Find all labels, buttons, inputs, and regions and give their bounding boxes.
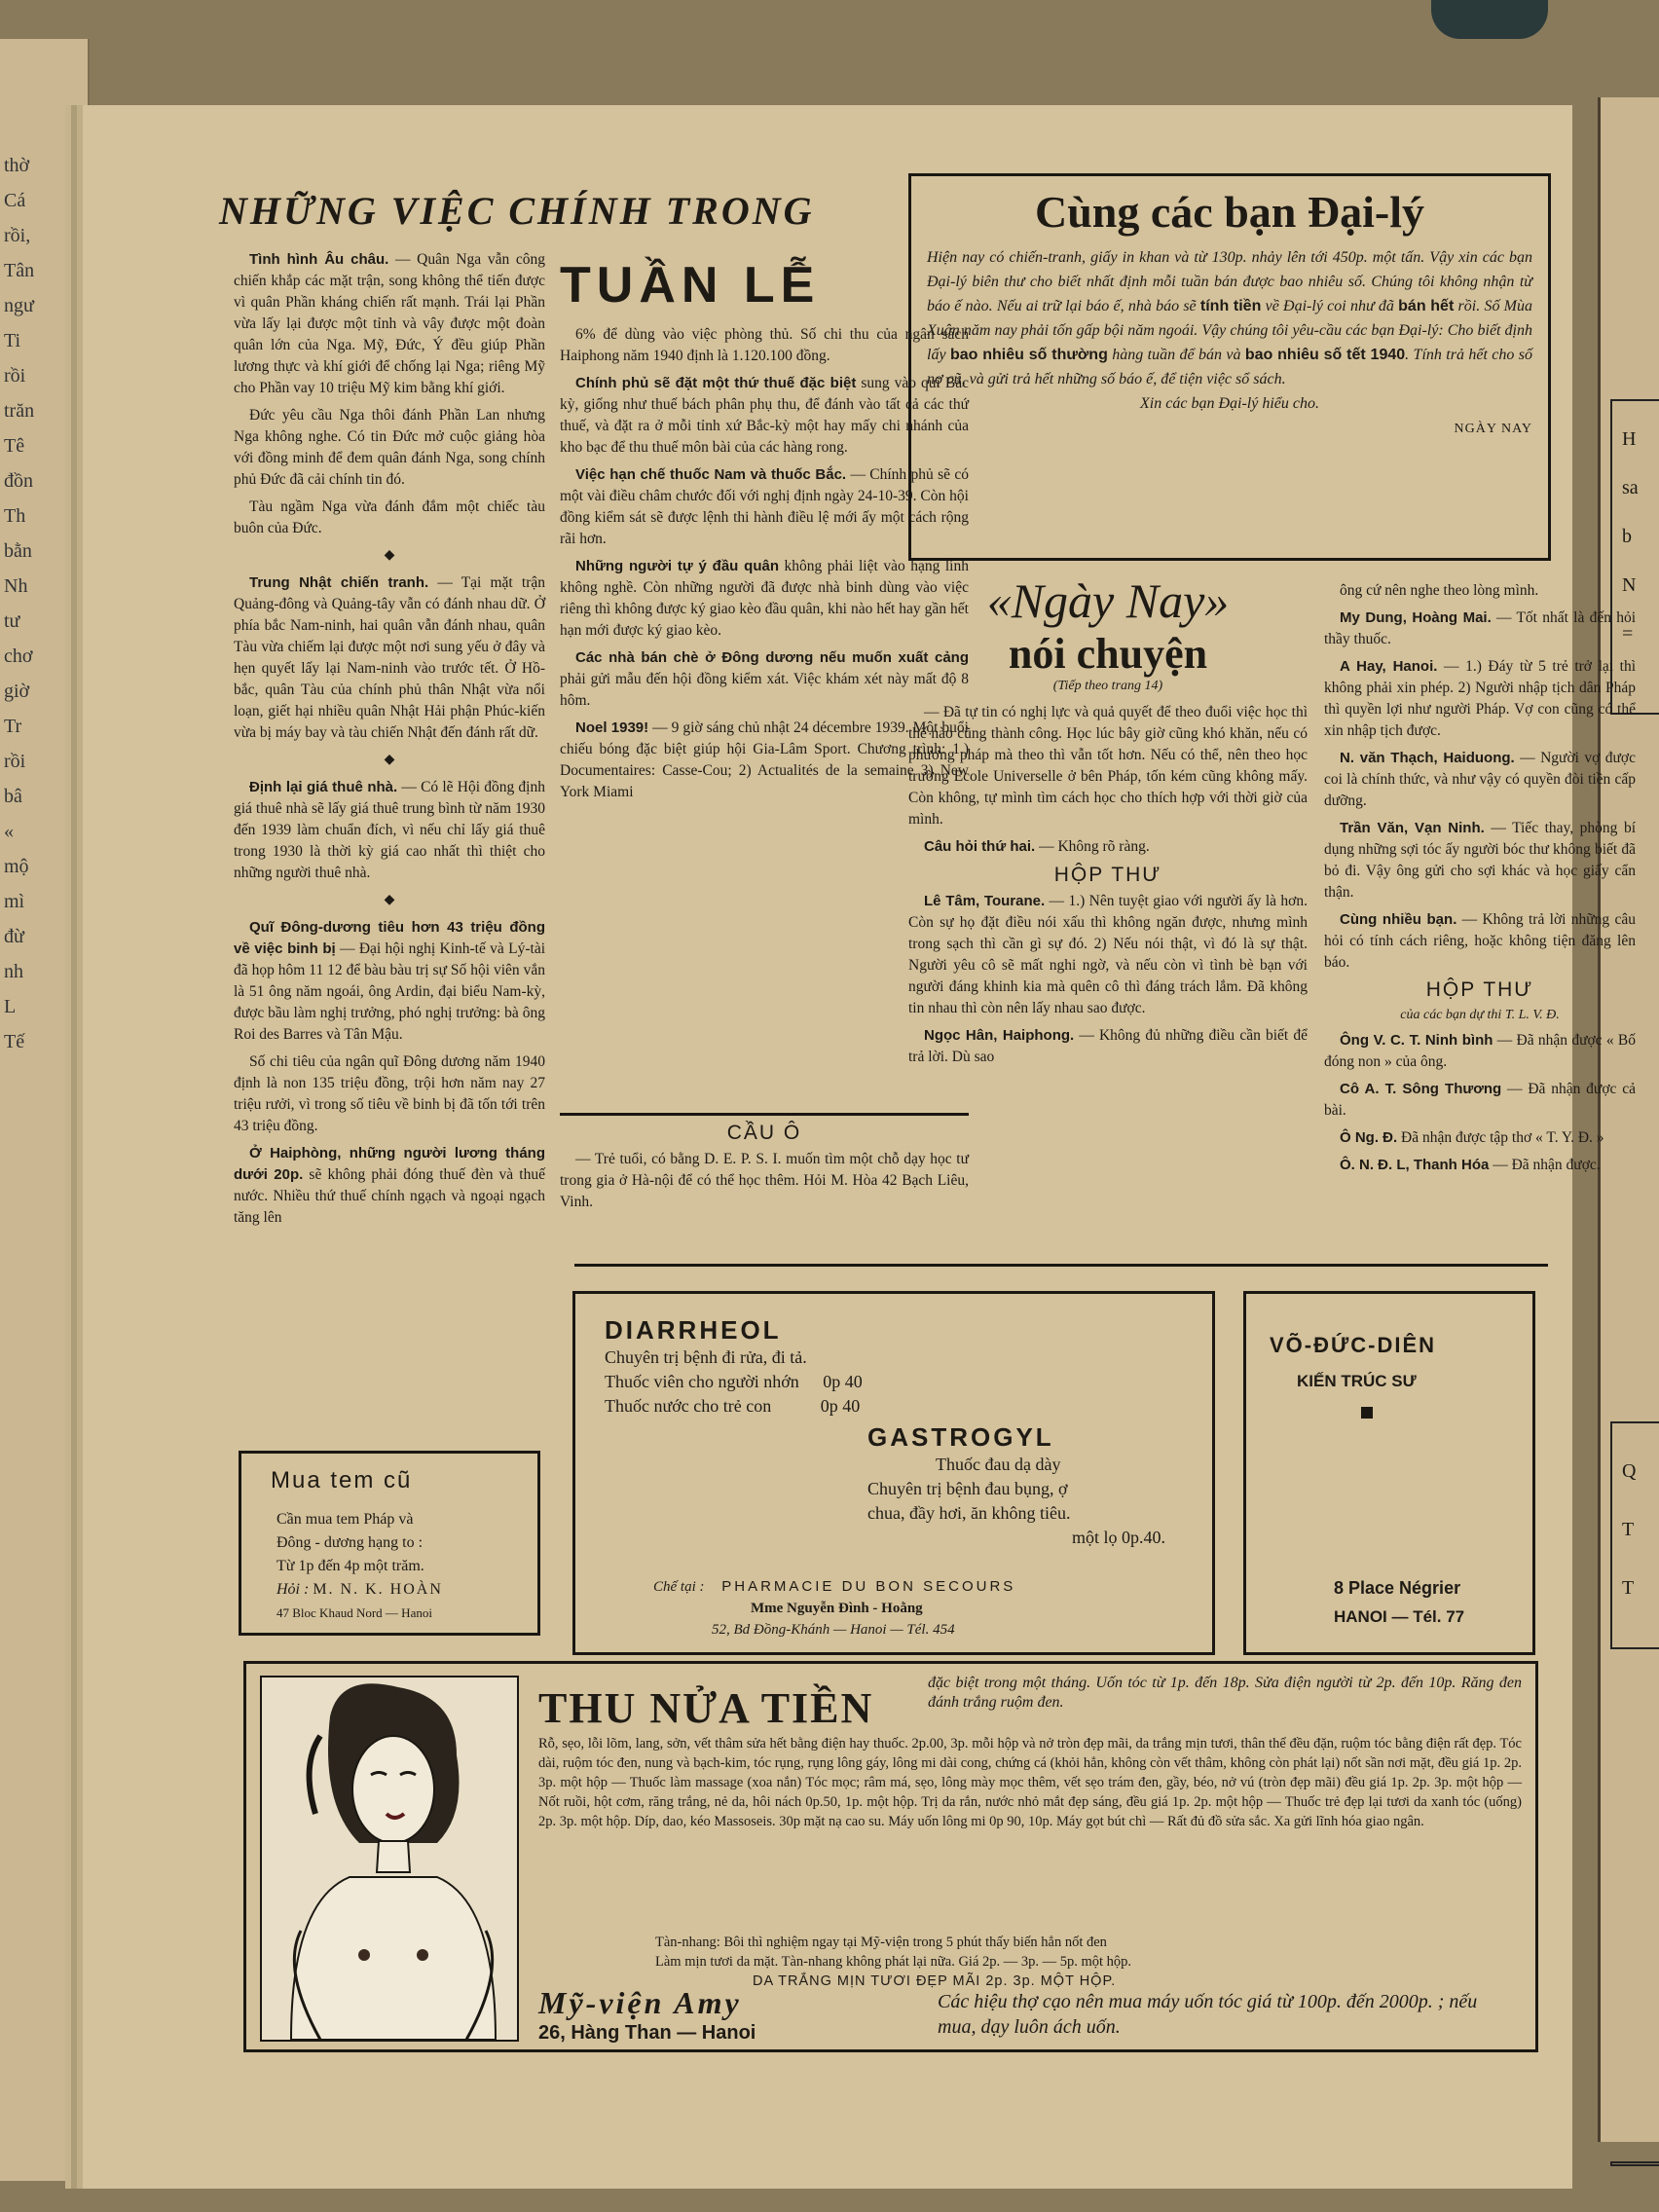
article-paragraph [1324, 656, 1636, 742]
article-lead: Câu hỏi thứ hai. [924, 838, 1036, 855]
diarrheol-line: Chuyên trị bệnh đi rửa, đi tả. [605, 1347, 807, 1367]
architect-ad [1243, 1291, 1535, 1655]
cau-o-section [560, 1113, 969, 1219]
left-page-fragment: bâ [4, 786, 22, 807]
left-page-fragment: tư [4, 610, 20, 632]
agents-notice-box [908, 173, 1551, 561]
left-page-fragment: giờ [4, 681, 30, 702]
architect-title: KIẾN TRÚC SƯ [1297, 1372, 1417, 1390]
article-paragraph [560, 324, 969, 367]
stamp-ad-ask-label: Hỏi : [276, 1581, 310, 1598]
amy-body-extra [655, 1933, 1493, 1991]
left-page-fragment: mì [4, 891, 25, 912]
article-text: — Quân Nga vẫn công chiến khắp các mặt trận, song không thể tiến được vì quân Phần kháng chiến rất mạnh. Trái lại Phần vừa lấy lại được một tỉnh và vây được một đoàn quân lớn của Nga. Mỹ, Đức, Ý đều giúp Phần lương thực và khí giới để chống lại Nga; riêng Mỹ cho Phần vay 10 triệu Mỹ kim bằng khí giới. [234, 251, 545, 396]
diamond-separator-icon: ◆ [384, 893, 395, 907]
amy-brand: Mỹ-viện Amy [538, 1985, 742, 2020]
stamp-ad-title: Mua tem cũ [271, 1467, 413, 1493]
news-column-2 [560, 324, 969, 809]
article-text: — Tốt nhất là đến hỏi thầy thuốc. [1324, 609, 1636, 647]
maker-address: 52, Bd Đồng-Khánh — Hanoi — Tél. 454 [712, 1622, 955, 1638]
article-paragraph [234, 249, 545, 399]
article-paragraph [908, 836, 1308, 858]
article-paragraph [560, 556, 969, 642]
article-lead: Ô Ng. Đ. [1340, 1129, 1398, 1146]
amy-address: 26, Hàng Than — Hanoi [538, 2022, 756, 2044]
article-text: phải gửi mẫu đến hội đồng kiểm xát. Việc khám xét này mất độ 8 hôm. [560, 671, 969, 709]
left-page-fragment: Nh [4, 575, 28, 597]
cau-o-title: CẦU Ô [726, 1122, 802, 1144]
article-text: — Tại mặt trận Quảng-đông và Quảng-tây vẫn có đánh nhau dữ. Ở phía bắc Nam-ninh, hai quân vẫn đánh nhau, quân Tàu vừa chiếm lại được một nơi sung yếu ở đây và hẹn quyết lấy lại Nam-ninh vào trước tết. Ở Hồ-bắc, quân Tàu của chính phủ thân Nhật vừa nổi loạn, giết hại nhiều quân Nhật Hải phận Phúc-kiến vừa bị máy bay và tàu chiến Nhật đến đánh rất dữ. [234, 574, 545, 741]
article-lead: Noel 1939! [575, 719, 649, 736]
diarrheol-price: 0p 40 [820, 1396, 861, 1416]
article-text: — Chính phủ sẽ có một vài điều châm chước đối với nghị định ngày 24-10-39. Còn hội đồng kiểm sát sẽ được lệnh thi hành điều lệ mới ấy một cách rộng rãi hơn. [560, 466, 969, 547]
article-text: — Tiếc thay, phòng bí dụng những sợi tóc ấy người bóc thư không biết đã bỏ đi. Vậy ông gửi cho sợi khác và học giấy cẩn thận. [1324, 820, 1636, 901]
stamp-ad-body [276, 1508, 443, 1625]
ngaynay-text-2 [1324, 580, 1636, 974]
left-page-fragment: L [4, 996, 17, 1017]
article-text: — Không trả lời những câu hỏi có tính cách riêng, hoặc không tiện đăng lên báo. [1324, 911, 1636, 971]
hopthu2-title: HỘP THƯ [1425, 978, 1534, 1001]
ngaynay-cont-note: (Tiếp theo trang 14) [1052, 679, 1163, 693]
notice-text: Hiện nay có chiến-tranh, giấy in khan và từ 130p. nhảy lên tới 450p. một tấn. Vậy xin các bạn Đại-lý biên thư cho biết nhất định mỗi tuần bán được bao nhiêu số. Chúng tôi không nhận từ báo ế nào. Nếu ai trữ lại báo ế, nhà báo sẽ [927, 249, 1532, 314]
article-paragraph [560, 464, 969, 550]
article-text: — 1.) Nên tuyệt giao với người ấy là hơn. Còn sự họ đặt điều nói xấu thì không ngăn được, nhưng mình trong sạch thì cần gì sự đó. 2) Nếu nói thật, vì đó là sự thật. Người yêu cô sẽ mất nghi ngờ, và nếu còn vì tình bè bạn với người đáng khinh kia mà quên cô thì đáng trách lắm. Đã không tin nhau thì còn nên lấy nhau sao được. [908, 893, 1308, 1016]
left-page-fragment: Th [4, 505, 26, 527]
right-page-fragment: H [1622, 428, 1637, 450]
stamp-ad-name: M. N. K. HOÀN [313, 1581, 443, 1598]
article-paragraph [1324, 748, 1636, 812]
left-page-fragment: Ti [4, 330, 21, 351]
notice-emphasis: bao nhiêu số thường [949, 347, 1108, 363]
left-page-fragment: mộ [4, 856, 29, 877]
right-page-fragment: sa [1622, 477, 1639, 498]
article-text: — 1.) Đáy từ 5 trẻ trở lại thì không phải xin phép. 2) Người nhập tịch dân Pháp thì quyền lợi như người Pháp. Vợ con cũng có thể xin nhập tịch được. [1324, 658, 1636, 739]
gastrogyl-price: một lọ 0p.40. [1072, 1528, 1166, 1547]
pharmacy-maker [653, 1576, 1015, 1641]
article-paragraph [234, 777, 545, 884]
notice-emphasis: bao nhiêu số tết 1940 [1244, 347, 1406, 363]
article-lead: Việc hạn chế thuốc Nam và thuốc Bắc. [575, 466, 847, 483]
article-lead: Lê Tâm, Tourane. [924, 893, 1046, 909]
amy-top-text: đặc biệt trong một tháng. Uốn tóc từ 1p. đến 18p. Sửa điện người từ 2p. đến 10p. Răng đen đánh trắng ruộm đen. [928, 1675, 1522, 1711]
notice-closing: Xin các bạn Đại-lý hiểu cho. [1140, 395, 1319, 412]
article-lead: Trung Nhật chiến tranh. [249, 574, 429, 591]
article-text: — Người vợ được coi là chính thức, và như vậy có quyền đòi tiền cấp dưỡng. [1324, 750, 1636, 809]
diarrheol-line: Thuốc viên cho người nhớn [605, 1372, 799, 1391]
article-paragraph [234, 1143, 545, 1229]
article-lead: Cùng nhiều bạn. [1340, 911, 1457, 928]
left-page-edge [0, 39, 90, 2181]
pharmacy-ad-content [605, 1315, 863, 1419]
article-text: 6% để dùng vào việc phòng thủ. Số chi thu của ngân sách Haiphong năm 1940 định là 1.120.100 đồng. [560, 326, 969, 364]
left-page-fragment: rồi, [4, 225, 31, 246]
article-lead: Ở Haiphòng, những người lương tháng dưới 20p. [234, 1145, 545, 1183]
amy-line: Làm mịn tươi da mặt. Tàn-nhang không phát lại nữa. Giá 2p. — 3p. — 5p. một hộp. [655, 1954, 1132, 1970]
article-text: — Đã nhận được « Bố đóng non » của ông. [1324, 1032, 1636, 1070]
right-page-fragment: T [1622, 1519, 1635, 1540]
article-text: Tàu ngầm Nga vừa đánh đắm một chiếc tàu buôn của Đức. [234, 498, 545, 536]
notice-text: hàng tuần để bán và [1107, 347, 1245, 363]
gastrogyl-line: chua, đầy hơi, ăn không tiêu. [867, 1503, 1071, 1523]
article-lead: Các nhà bán chè ở Đông dương nếu muốn xuất cảng [575, 649, 969, 666]
diarrheol-line: Thuốc nước cho trẻ con [605, 1396, 772, 1416]
right-page-fragment: Q [1622, 1460, 1637, 1482]
amy-line: DA TRẮNG MỊN TƯƠI ĐẸP MÃI 2p. 3p. MỘT HỘP. [753, 1973, 1117, 1989]
architect-address: 8 Place Négrier [1334, 1578, 1461, 1598]
article-paragraph [908, 1025, 1308, 1068]
article-text: Số chi tiêu của ngân quĩ Đông dương năm 1940 định là non 135 triệu đồng, trội hơn năm nay 27 triệu rưởi, vì trong số tiêu về binh bị đã tốn tới trên 43 triệu đồng. [234, 1053, 545, 1134]
notice-text: về Đại-lý coi như đã [1261, 298, 1399, 314]
architect-city-tel: HANOI — Tél. 77 [1334, 1607, 1465, 1626]
diarrheol-price: 0p 40 [823, 1372, 863, 1391]
amy-headline: THU NỬA TIỀN [538, 1684, 874, 1732]
left-page-fragment: Tế [4, 1031, 25, 1052]
left-page-fragment: đừ [4, 926, 24, 947]
article-paragraph [1324, 1127, 1636, 1149]
amy-promo: Các hiệu thợ cạo nên mua máy uốn tóc giá từ 100p. đến 2000p. ; nếu mua, dạy luôn ách uốn. [938, 1991, 1478, 2038]
left-page-fragment: rồi [4, 751, 26, 772]
article-paragraph [234, 572, 545, 744]
left-page-fragment: Cá [4, 190, 26, 211]
pharmacy-ad [572, 1291, 1215, 1655]
article-lead: N. văn Thạch, Haiduong. [1340, 750, 1515, 766]
maker-owner: Mme Nguyễn Đình - Hoằng [751, 1601, 923, 1616]
hopthu-title: HỘP THƯ [1053, 864, 1162, 886]
article-paragraph [234, 497, 545, 539]
ads-divider [574, 1264, 1548, 1267]
ngaynay-text [908, 702, 1308, 858]
article-lead: Ô. N. Đ. L, Thanh Hóa [1340, 1157, 1490, 1173]
stamp-ad-line: Cần mua tem Pháp và [276, 1511, 414, 1528]
article-paragraph [1324, 1155, 1636, 1176]
article-paragraph [1324, 909, 1636, 974]
notice-text: rồi. Số Mùa Xuân năm nay phải tốn gấp bội năm ngoái. Vậy chúng tôi yêu-cầu các bạn Đại-lý: Cho biết định lấy [927, 298, 1533, 363]
article-paragraph [560, 373, 969, 459]
article-text: sẽ không phải đóng thuế đèn và thuế nước. Nhiều thứ thuế chính ngạch và ngoại ngạch tăng lên [234, 1166, 545, 1226]
stamp-ad-address: 47 Bloc Khaud Nord — Hanoi [276, 1605, 432, 1620]
left-page-fragment: đồn [4, 470, 33, 492]
notice-emphasis: bán hết [1398, 298, 1455, 314]
article-text: không phải liệt vào hạng lính không nghề. Còn những người đã được nhà binh dùng vào việc riêng thì không được ký giao kèo đầu quân, khi nào hết hay gần hết hạn mới được ký giao kèo. [560, 558, 969, 639]
article-paragraph [1324, 608, 1636, 650]
right-page-fragment: T [1622, 1577, 1635, 1599]
left-page-fragment: Tê [4, 435, 25, 457]
article-paragraph [1324, 1079, 1636, 1122]
article-text: sung vào quĩ Bắc kỳ, giống như thuế bách phân phụ thu, để đánh vào tất cả các thứ thuế, và đặt ra ở mỗi tỉnh xứ Bắc-kỳ một hay mấy chi nhánh của kho bạc để thu thuế môn bài của các hàng rong. [560, 375, 969, 456]
left-page-fragment: nh [4, 961, 23, 982]
article-lead: Cô A. T. Sông Thương [1340, 1081, 1502, 1097]
masthead [219, 188, 969, 234]
article-text: — Đã nhận được cả bài. [1324, 1081, 1636, 1119]
article-lead: Chính phủ sẽ đặt một thứ thuế đặc biệt [575, 375, 857, 391]
article-text: Đã nhận được tập thơ « T. Y. Đ. » [1397, 1129, 1604, 1146]
left-page-fragment: « [4, 821, 14, 842]
notice-emphasis: tính tiền [1199, 298, 1262, 314]
article-paragraph [1324, 580, 1636, 602]
article-text: — Không đủ những điều cần biết để trả lời. Dù sao [908, 1027, 1308, 1065]
news-column-1 [234, 249, 545, 1235]
notice-signature: NGÀY NAY [1454, 422, 1532, 436]
hopthu-text [908, 891, 1308, 1068]
article-paragraph [234, 917, 545, 1046]
notice-body [927, 245, 1532, 416]
bullet-square-icon [1361, 1407, 1373, 1419]
article-lead: Định lại giá thuê nhà. [249, 779, 398, 795]
newspaper-page [83, 105, 1636, 2189]
left-page-fragment: rồi [4, 365, 26, 387]
article-lead: Ngọc Hân, Haiphong. [924, 1027, 1075, 1044]
left-page-fragment: Tr [4, 716, 22, 737]
gastrogyl-line: Chuyên trị bệnh đau bụng, ợ [867, 1479, 1068, 1498]
binder-clip [1431, 0, 1548, 39]
article-text: Đức yêu cầu Nga thôi đánh Phần Lan nhưng Nga không nghe. Có tin Đức mở cuộc giảng hòa với đồng minh để đem quân đánh Nga, song chính phủ Đức đã cải chính tin đó. [234, 407, 545, 488]
article-lead: Trần Văn, Vạn Ninh. [1340, 820, 1485, 836]
diamond-separator-icon: ◆ [384, 753, 395, 767]
article-paragraph [560, 718, 969, 803]
right-edge-box [1610, 2161, 1659, 2166]
ngaynay-column [908, 572, 1308, 1074]
ngaynay-title: «Ngày Nay» [986, 573, 1230, 628]
maker-name: PHARMACIE DU BON SECOURS [721, 1578, 1016, 1595]
article-text: — Có lẽ Hội đồng định giá thuê nhà sẽ lấy giá thuê trung bình từ năm 1930 đến 1939 làm chuẩn đích, vì nếu chỉ lấy giá thuê trong 1930 là thời kỳ giá cao nhất thì thiệt cho những người thuê nhà. [234, 779, 545, 881]
architect-name: VÕ-ĐỨC-DIÊN [1270, 1333, 1437, 1357]
amy-body: Rỗ, sẹo, lỗi lõm, lang, sởn, vết thâm sửa hết bằng điện hay thuốc. 2p.00, 3p. mỗi hộp và nở tròn đẹp mãi, da trắng mịn tươi, thân thể đều đặn, ruộm tóc bằng điện rất đẹp. Tóc dài, ruộm tóc đen, nung và bạch-kim, tóc rụng, rụng lông gáy, lông mi dài cong, chứng cá (khỏi hẳn, không còn vết thâm, không còn phát lại) nốt sần nơi mặt, đều giá 1p. 2p. 3p. một hộp — Thuốc làm massage (xoa nắn) Tóc mọc; râm má, sẹo, lông mày mọc thêm, vết sẹo trám đen, gầy, béo, nở vú (tròn đẹp mãi) đều giá 1p. 2p. 3p. một hộp — Nốt ruồi, hột cơm, răng trắng, nẻ da, hôi nách 0p.50, 1p. một hộp. Trị da rắn, nước nhỏ mắt đẹp sáng, đều giá 1p. 2p. một hộp — Thuốc trẻ đẹp lại tươi da xanh tóc (uống) 2p. 3p. một hộp. Díp, dao, kéo Massoseis. 30p mặt nạ cao su. Máy uốn lông mi 0p 90, 10p. Máy gọt bút chì — Rất đủ đồ sửa sắc. Xa gửi lĩnh hóa giao ngân. [538, 1736, 1522, 1829]
notice-title: Cùng các bạn Đại-lý [1035, 187, 1424, 237]
left-page-fragment: thờ [4, 155, 30, 176]
ngaynay-subtitle: nói chuyện [1008, 630, 1208, 678]
amy-ad [243, 1661, 1538, 2052]
notice-text: . Tính trả hết cho số nợ cũ, và gửi trả hết những số báo ế, để tiện việc sổ sách. [927, 347, 1533, 387]
article-text: — Đại hội nghị Kinh-tế và Lý-tài đã họp hôm 11 12 để bàu bàu trị sự Số hội viên vắn là 51 ông năm ngoái, ông Ardin, đại biểu Nam-kỳ, được bầu làm nghị trưởng, phó nghị trưởng: bà ông Roi des Barres và Tân Mậu. [234, 940, 546, 1043]
article-lead: A Hay, Hanoi. [1340, 658, 1438, 675]
article-paragraph [234, 405, 545, 491]
gastrogyl-block [867, 1422, 1165, 1550]
article-lead: My Dung, Hoàng Mai. [1340, 609, 1492, 626]
hopthu2-subtitle: của các bạn dự thi T. L. V. Đ. [1400, 1008, 1560, 1022]
maker-label: Chế tại : [653, 1579, 705, 1595]
article-text: — Không rõ ràng. [1035, 838, 1150, 855]
gastrogyl-line: Thuốc đau dạ dày [936, 1455, 1061, 1474]
stamp-ad [239, 1451, 540, 1636]
left-page-fragment: trăn [4, 400, 35, 422]
article-lead: Tình hình Âu châu. [249, 251, 389, 268]
right-edge-box [1610, 1421, 1659, 1649]
amy-line: Tàn-nhang: Bôi thì nghiệm ngay tại Mỹ-viện trong 5 phút thấy biến hẳn nốt đen [655, 1935, 1107, 1950]
left-page-fragment: Tân [4, 260, 35, 281]
masthead-line1: NHỮNG VIỆC CHÍNH TRONG [219, 189, 815, 233]
diarrheol-brand: DIARRHEOL [605, 1315, 782, 1345]
stamp-ad-line: Từ 1p đến 4p một trăm. [276, 1558, 424, 1574]
article-text: ông cứ nên nghe theo lòng mình. [1340, 582, 1539, 599]
article-paragraph [908, 702, 1308, 830]
article-text: — Đã nhận được. [1489, 1157, 1601, 1173]
article-text: — 9 giờ sáng chủ nhật 24 décembre 1939. Một buổi chiếu bóng đặc biệt giúp hội Gia-Lâm Sport. Chương trình: 1.) Documentaires: Casse-Cou; 2) Actualités de la semaine 3) New York Miami [560, 719, 969, 800]
article-paragraph [908, 891, 1308, 1019]
divider [560, 1113, 969, 1116]
hopthu2-text [1324, 1030, 1636, 1176]
article-paragraph [1324, 818, 1636, 903]
article-paragraph [234, 1051, 545, 1137]
right-page-fragment: N [1622, 574, 1637, 596]
article-paragraph [560, 647, 969, 712]
right-page-fragment: = [1622, 623, 1634, 645]
article-lead: Những người tự ý đầu quân [575, 558, 779, 574]
portrait-illustration [260, 1676, 519, 2042]
article-paragraph [1324, 1030, 1636, 1073]
left-page-fragment: chơ [4, 645, 33, 667]
cau-o-text: — Trẻ tuổi, có bằng D. E. P. S. I. muốn tìm một chỗ dạy học tư trong gia ở Hà-nội để có thể học thêm. Hỏi M. Hòa 42 Bạch Liêu, Vinh. [560, 1151, 969, 1210]
woman-portrait-icon [262, 1677, 517, 2040]
diamond-separator-icon: ◆ [384, 548, 395, 563]
left-page-fragment: bằn [4, 540, 32, 562]
masthead-line2: TUẦN LỄ [560, 257, 821, 313]
gastrogyl-brand: GASTROGYL [867, 1422, 1054, 1452]
stamp-ad-line: Đông - dương hạng to : [276, 1534, 424, 1551]
article-text: — Đã tự tin có nghị lực và quả quyết để theo đuổi việc học thì thế nào cũng thành công. Học lúc bây giờ cũng khó khăn, nếu có phương pháp mà theo thì vẫn tốt hơn. Nếu có thể, nên theo học trường Ecole Universelle ở bên Pháp, tốn kém cũng không mấy. Còn không, tự mình tìm cách học cho thích hợp với thời giờ của mình. [908, 704, 1308, 828]
ngaynay-column-2 [1324, 580, 1636, 1182]
article-lead: Ông V. C. T. Ninh bình [1340, 1032, 1493, 1049]
article-lead: Quĩ Đông-dương tiêu hơn 43 triệu đồng về việc binh bị [234, 919, 545, 957]
right-page-fragment: b [1622, 526, 1632, 547]
left-page-fragment: ngư [4, 295, 34, 316]
